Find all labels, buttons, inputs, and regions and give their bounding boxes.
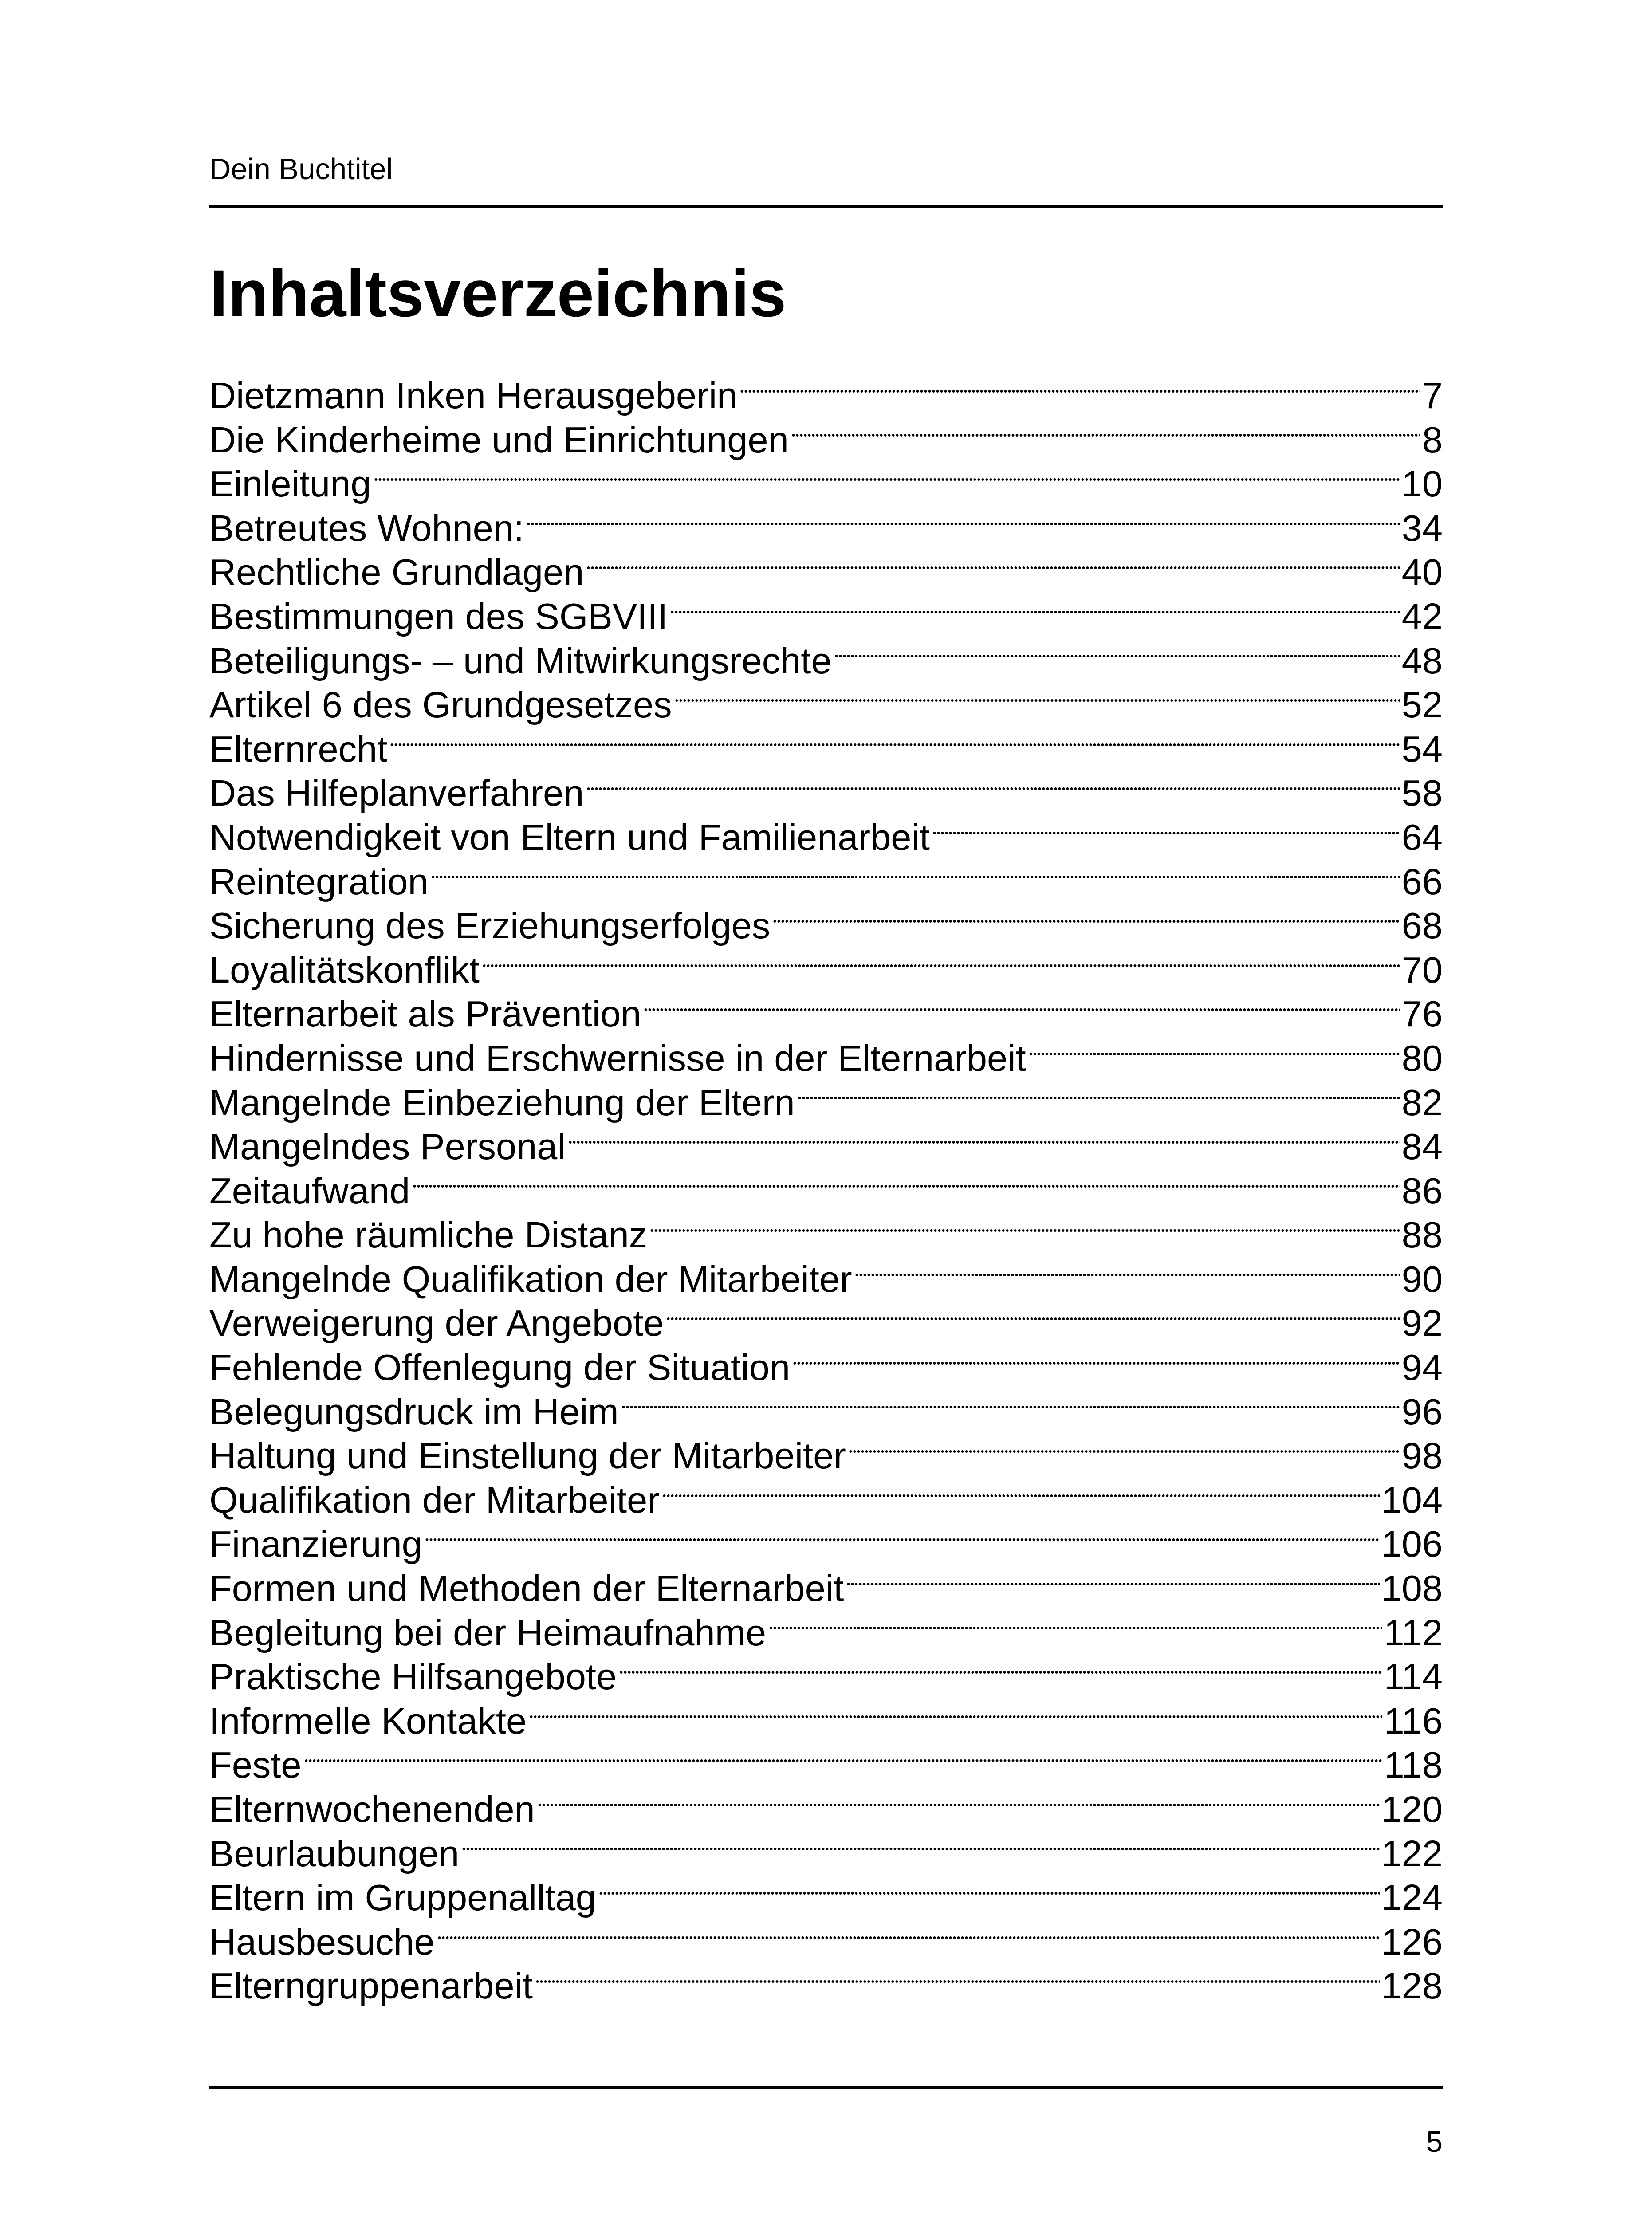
- toc-entry-title: Feste: [209, 1744, 302, 1786]
- toc-entry-title: Sicherung des Erziehungserfolges: [209, 905, 771, 947]
- toc-entry-page-number: 84: [1401, 1126, 1443, 1168]
- toc-dot-leader: [462, 1847, 1379, 1851]
- toc-entry-page-number: 98: [1401, 1435, 1443, 1477]
- toc-entry[interactable]: [209, 815, 1443, 860]
- toc-dot-leader: [529, 1715, 1382, 1719]
- toc-entry[interactable]: [209, 1787, 1443, 1832]
- toc-dot-leader: [849, 1450, 1400, 1453]
- page-number: 5: [1426, 2125, 1443, 2159]
- toc-entry-page-number: 108: [1381, 1568, 1443, 1609]
- toc-dot-leader: [769, 1626, 1382, 1630]
- toc-entry[interactable]: [209, 1036, 1443, 1081]
- toc-entry-page-number: 66: [1401, 861, 1443, 902]
- toc-entry-title: Betreutes Wohnen:: [209, 507, 524, 549]
- toc-entry-page-number: 106: [1381, 1523, 1443, 1565]
- toc-entry-title: Eltern im Gruppenalltag: [209, 1877, 596, 1919]
- toc-entry-page-number: 42: [1401, 595, 1443, 637]
- toc-dot-leader: [798, 1096, 1400, 1100]
- toc-entry-title: Dietzmann Inken Herausgeberin: [209, 375, 738, 416]
- toc-entry-title: Bestimmungen des SGBVIII: [209, 595, 668, 637]
- toc-entry-title: Rechtliche Grundlagen: [209, 551, 584, 593]
- toc-dot-leader: [390, 743, 1400, 747]
- toc-entry-title: Fehlende Offenlegung der Situation: [209, 1347, 790, 1388]
- toc-entry-title: Elternwochenenden: [209, 1789, 535, 1830]
- toc-entry[interactable]: [209, 594, 1443, 639]
- toc-entry-title: Elterngruppenarbeit: [209, 1965, 533, 2007]
- toc-dot-leader: [304, 1759, 1382, 1762]
- toc-entry-title: Das Hilfeplanverfahren: [209, 772, 584, 814]
- toc-entry-title: Finanzierung: [209, 1523, 422, 1565]
- toc-dot-leader: [413, 1184, 1400, 1188]
- toc-entry-title: Artikel 6 des Grundgesetzes: [209, 684, 672, 726]
- toc-entry-title: Praktische Hilfsangebote: [209, 1656, 617, 1698]
- toc-entry-page-number: 10: [1401, 463, 1443, 505]
- toc-dot-leader: [482, 964, 1400, 967]
- toc-entry-title: Mangelnde Qualifikation der Mitarbeiter: [209, 1258, 852, 1300]
- toc-entry-page-number: 70: [1401, 949, 1443, 991]
- toc-entry-title: Informelle Kontakte: [209, 1700, 527, 1742]
- toc-dot-leader: [538, 1803, 1380, 1807]
- toc-entry-page-number: 8: [1422, 419, 1443, 460]
- toc-entry[interactable]: [209, 992, 1443, 1036]
- toc-entry-title: Verweigerung der Angebote: [209, 1302, 664, 1344]
- toc-entry[interactable]: [209, 462, 1443, 506]
- toc-entry-page-number: 112: [1384, 1612, 1443, 1653]
- toc-entry[interactable]: [209, 506, 1443, 551]
- toc-dot-leader: [586, 787, 1400, 790]
- toc-entry[interactable]: [209, 1566, 1443, 1611]
- toc-entry[interactable]: [209, 1743, 1443, 1787]
- toc-entry-title: Elternrecht: [209, 728, 388, 770]
- toc-entry-title: Haltung und Einstellung der Mitarbeiter: [209, 1435, 846, 1477]
- toc-entry-page-number: 92: [1401, 1302, 1443, 1344]
- toc-dot-leader: [675, 699, 1400, 702]
- toc-dot-leader: [586, 566, 1400, 570]
- toc-entry-title: Beteiligungs- – und Mitwirkungsrechte: [209, 640, 832, 681]
- toc-dot-leader: [662, 1494, 1380, 1498]
- toc-dot-leader: [932, 831, 1400, 835]
- toc-entry[interactable]: [209, 1920, 1443, 1964]
- toc-entry[interactable]: [209, 860, 1443, 904]
- toc-entry[interactable]: [209, 1257, 1443, 1302]
- toc-dot-leader: [599, 1892, 1380, 1895]
- toc-entry-page-number: 126: [1381, 1921, 1443, 1962]
- toc-entry[interactable]: [209, 683, 1443, 727]
- footer-rule: [209, 2086, 1443, 2089]
- toc-entry-title: Reintegration: [209, 861, 429, 902]
- toc-entry-page-number: 86: [1401, 1170, 1443, 1211]
- toc-entry-title: Mangelnde Einbeziehung der Eltern: [209, 1081, 795, 1123]
- toc-dot-leader: [535, 1980, 1379, 1983]
- toc-entry-title: Formen und Methoden der Elternarbeit: [209, 1568, 844, 1609]
- toc-dot-leader: [527, 522, 1400, 526]
- toc-entry[interactable]: [209, 1522, 1443, 1566]
- toc-entry-page-number: 88: [1401, 1214, 1443, 1256]
- toc-entry-title: Zeitaufwand: [209, 1170, 410, 1211]
- toc-entry-page-number: 68: [1401, 905, 1443, 947]
- toc-dot-leader: [670, 610, 1400, 614]
- toc-list: [209, 374, 1443, 2008]
- toc-entry[interactable]: [209, 1434, 1443, 1478]
- toc-entry-page-number: 104: [1381, 1479, 1443, 1521]
- toc-entry-title: Hindernisse und Erschwernisse in der Elternarbeit: [209, 1037, 1026, 1079]
- toc-entry[interactable]: [209, 1832, 1443, 1876]
- toc-title: Inhaltsverzeichnis: [209, 256, 787, 330]
- toc-entry[interactable]: [209, 1169, 1443, 1213]
- toc-entry-page-number: 90: [1401, 1258, 1443, 1300]
- toc-entry[interactable]: [209, 374, 1443, 418]
- toc-entry-title: Zu hohe räumliche Distanz: [209, 1214, 648, 1256]
- toc-entry-title: Mangelndes Personal: [209, 1126, 566, 1168]
- toc-entry-page-number: 96: [1401, 1391, 1443, 1432]
- toc-entry-page-number: 118: [1384, 1744, 1443, 1786]
- toc-dot-leader: [437, 1936, 1380, 1939]
- toc-entry[interactable]: [209, 771, 1443, 815]
- toc-entry-page-number: 7: [1422, 375, 1443, 416]
- toc-entry-page-number: 76: [1401, 993, 1443, 1035]
- toc-dot-leader: [568, 1140, 1400, 1144]
- toc-entry-page-number: 120: [1381, 1789, 1443, 1830]
- toc-entry[interactable]: [209, 1655, 1443, 1699]
- toc-entry-title: Einleitung: [209, 463, 371, 505]
- toc-entry-title: Notwendigkeit von Eltern und Familienarbeit: [209, 816, 930, 858]
- toc-entry-page-number: 64: [1401, 816, 1443, 858]
- toc-dot-leader: [793, 1361, 1400, 1365]
- toc-dot-leader: [791, 433, 1420, 437]
- toc-entry[interactable]: [209, 1301, 1443, 1345]
- toc-dot-leader: [644, 1008, 1400, 1011]
- running-header-book-title: Dein Buchtitel: [209, 153, 393, 186]
- toc-entry-page-number: 128: [1381, 1965, 1443, 2007]
- toc-entry[interactable]: [209, 1611, 1443, 1655]
- toc-dot-leader: [1029, 1052, 1400, 1056]
- toc-entry[interactable]: [209, 904, 1443, 948]
- toc-entry[interactable]: [209, 1345, 1443, 1390]
- toc-entry[interactable]: [209, 727, 1443, 771]
- toc-entry-title: Belegungsdruck im Heim: [209, 1391, 619, 1432]
- toc-entry-page-number: 122: [1381, 1833, 1443, 1874]
- toc-entry[interactable]: [209, 1213, 1443, 1257]
- toc-entry[interactable]: [209, 550, 1443, 594]
- toc-dot-leader: [773, 920, 1400, 923]
- header-rule: [209, 205, 1443, 208]
- toc-entry-title: Loyalitätskonflikt: [209, 949, 480, 991]
- toc-entry[interactable]: [209, 1876, 1443, 1920]
- toc-dot-leader: [425, 1538, 1380, 1542]
- toc-dot-leader: [855, 1273, 1400, 1277]
- toc-entry-page-number: 58: [1401, 772, 1443, 814]
- toc-entry-title: Begleitung bei der Heimaufnahme: [209, 1612, 767, 1653]
- toc-entry[interactable]: [209, 1699, 1443, 1743]
- toc-entry[interactable]: [209, 418, 1443, 462]
- toc-dot-leader: [834, 654, 1400, 658]
- toc-entry-page-number: 40: [1401, 551, 1443, 593]
- toc-entry[interactable]: [209, 948, 1443, 992]
- toc-entry[interactable]: [209, 1964, 1443, 2008]
- toc-entry-page-number: 54: [1401, 728, 1443, 770]
- toc-entry-title: Qualifikation der Mitarbeiter: [209, 1479, 660, 1521]
- toc-entry-page-number: 124: [1381, 1877, 1443, 1919]
- toc-entry-title: Hausbesuche: [209, 1921, 435, 1962]
- toc-dot-leader: [374, 478, 1400, 481]
- toc-dot-leader: [621, 1405, 1400, 1409]
- toc-dot-leader: [619, 1671, 1382, 1674]
- toc-entry[interactable]: [209, 1081, 1443, 1125]
- toc-dot-leader: [431, 875, 1400, 879]
- toc-entry-page-number: 80: [1401, 1037, 1443, 1079]
- toc-entry[interactable]: [209, 1125, 1443, 1169]
- toc-entry-title: Beurlaubungen: [209, 1833, 460, 1874]
- toc-entry-title: Elternarbeit als Prävention: [209, 993, 641, 1035]
- toc-entry-page-number: 48: [1401, 640, 1443, 681]
- toc-entry-page-number: 82: [1401, 1081, 1443, 1123]
- toc-dot-leader: [740, 389, 1420, 393]
- toc-dot-leader: [846, 1582, 1379, 1586]
- toc-entry-page-number: 114: [1384, 1656, 1443, 1698]
- toc-entry-title: Die Kinderheime und Einrichtungen: [209, 419, 789, 460]
- toc-entry-page-number: 94: [1401, 1347, 1443, 1388]
- toc-dot-leader: [666, 1317, 1400, 1321]
- toc-entry-page-number: 34: [1401, 507, 1443, 549]
- toc-dot-leader: [650, 1229, 1400, 1232]
- toc-entry-page-number: 52: [1401, 684, 1443, 726]
- toc-entry-page-number: 116: [1384, 1700, 1443, 1742]
- toc-entry[interactable]: [209, 1390, 1443, 1434]
- toc-entry[interactable]: [209, 1478, 1443, 1522]
- toc-entry[interactable]: [209, 639, 1443, 683]
